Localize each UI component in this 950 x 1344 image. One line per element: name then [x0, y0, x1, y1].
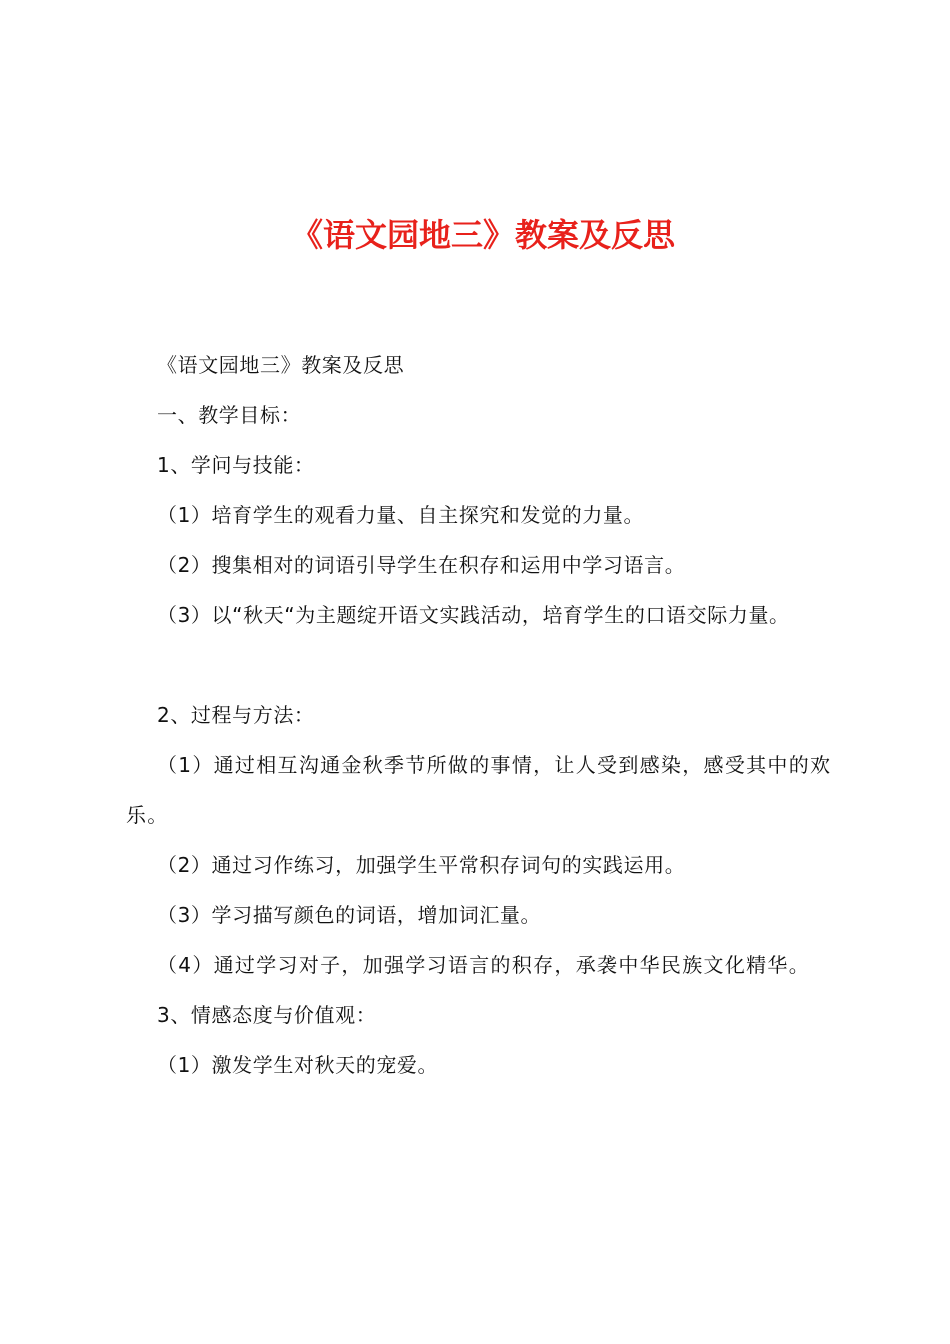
paragraph-goal-2-2: （2）通过习作练习，加强学生平常积存词句的实践运用。	[157, 853, 686, 877]
paragraph-subtitle: 《语文园地三》教案及反思	[157, 353, 405, 377]
document-body	[126, 340, 832, 1090]
paragraph-goal-2-1: （1）通过相互沟通金秋季节所做的事情，让人受到感染，感受其中的欢乐。	[126, 753, 832, 827]
paragraph-knowledge-skills-heading: 1、学问与技能：	[157, 453, 315, 477]
paragraph-goal-1-1: （1）培育学生的观看力量、自主探究和发觉的力量。	[157, 503, 645, 527]
document-title: 《语文园地三》教案及反思	[290, 216, 675, 254]
paragraph-attitude-values-heading: 3、情感态度与价值观：	[157, 1003, 377, 1027]
paragraph-goal-3-1: （1）激发学生对秋天的宠爱。	[157, 1053, 439, 1077]
paragraph-process-methods-heading: 2、过程与方法：	[157, 703, 315, 727]
paragraph-goal-1-2: （2）搜集相对的词语引导学生在积存和运用中学习语言。	[157, 553, 686, 577]
paragraph-goal-2-3: （3）学习描写颜色的词语，增加词汇量。	[157, 903, 542, 927]
paragraph-section-1-heading: 一、教学目标：	[157, 403, 302, 427]
blank-line	[126, 640, 832, 690]
paragraph-goal-2-4: （4）通过学习对子，加强学习语言的积存，承袭中华民族文化精华。	[157, 953, 811, 977]
paragraph-goal-1-3: （3）以“秋天“为主题绽开语文实践活动，培育学生的口语交际力量。	[157, 603, 790, 627]
